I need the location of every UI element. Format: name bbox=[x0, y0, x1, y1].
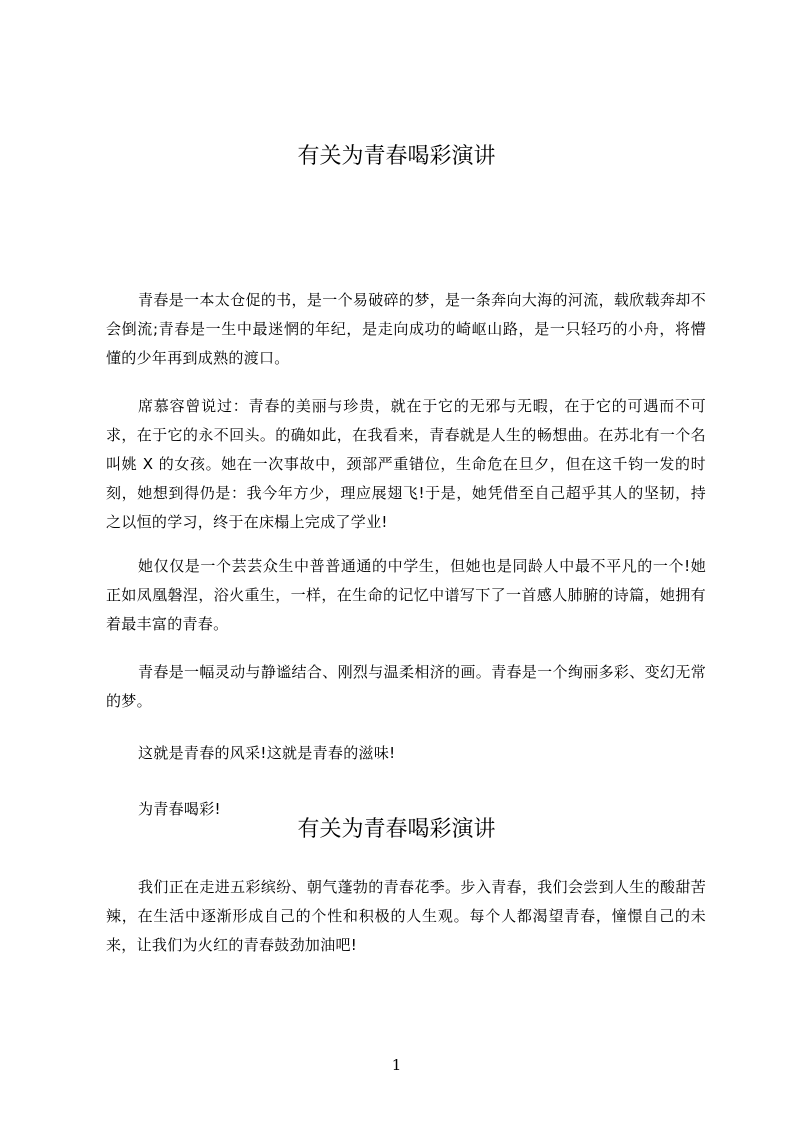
paragraph-youth-style: 这就是青春的风采!这就是青春的滋味! bbox=[138, 744, 396, 762]
paragraph-youth-painting: 青春是一幅灵动与静谧结合、刚烈与温柔相济的画。青春是一个绚丽多彩、变幻无常的梦。 bbox=[106, 663, 706, 710]
paragraph-youth-season: 我们正在走进五彩缤纷、朝气蓬勃的青春花季。步入青春，我们会尝到人生的酸甜苦辣，在生活中逐渐形成自己的个性和积极的人生观。每个人都渴望青春，憧憬自己的未来，让我们为火红的青春鼓劲加油吧! bbox=[106, 878, 706, 954]
paragraph-xi-murong-quote: 席慕容曾说过：青春的美丽与珍贵，就在于它的无邪与无暇，在于它的可遇而不可求，在于它的永不回头。的确如此，在我看来，青春就是人生的畅想曲。在苏北有一个名叫姚 X 的女孩。她在一次事故中，颈部严重错位，生命危在旦夕，但在这千钧一发的时刻，她想到得仍是：我今年方少，理应展翅飞!于是，她凭借至自己超乎其人的坚韧，持之以恒的学习，终于在床榻上完成了学业! bbox=[106, 397, 706, 531]
paragraph-ordinary-student: 她仅仅是一个芸芸众生中普普通通的中学生，但她也是同龄人中最不平凡的一个!她正如凤凰磐涅，浴火重生，一样，在生命的记忆中谱写下了一首感人肺腑的诗篇，她拥有着最丰富的青春。 bbox=[106, 557, 706, 633]
paragraph-cheer-youth: 为青春喝彩! bbox=[138, 800, 221, 818]
page-title: 有关为青春喝彩演讲 bbox=[297, 144, 496, 169]
second-title: 有关为青春喝彩演讲 bbox=[297, 817, 496, 842]
paragraph-youth-book: 青春是一本太仓促的书，是一个易破碎的梦，是一条奔向大海的河流，载欣载奔却不会倒流;青春是一生中最迷惘的年纪，是走向成功的崎岖山路，是一只轻巧的小舟，将懵懂的少年再到成熟的渡口。 bbox=[106, 291, 706, 367]
page-number: 1 bbox=[391, 1056, 402, 1074]
